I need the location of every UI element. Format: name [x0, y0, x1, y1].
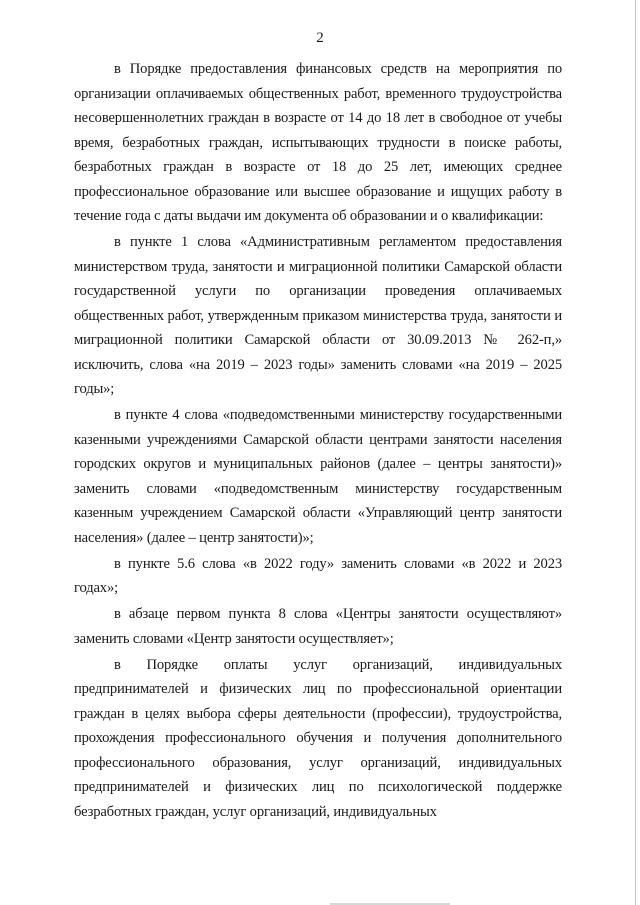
paragraph-item-8: в абзаце первом пункта 8 слова «Центры занятости осуществляют» заменить словами «Центр занятости осуществляет»; — [74, 606, 562, 647]
paragraph-item-4: в пункте 4 слова «подведомственными министерству государственными казенными учреждениями Самарской области центрами занятости населения городских округов и муниципальных районов (далее – центры занятости)» заменить словами «подведомственным министерству государственным казенным учреждением Самарской области «Управляющий центр занятости населения» (далее – центр занятости)»; — [74, 407, 562, 546]
paragraph-procedure-financing: в Порядке предоставления финансовых средств на мероприятия по организации оплачиваемых общественных работ, временного трудоустройства несовершеннолетних граждан в возрасте от 14 до 18 лет в свободное от учебы время, безработных граждан, испытывающих трудности в поиске работы, безработных граждан в возрасте от 18 до 25 лет, имеющих среднее профессиональное образование или высшее образование и ищущих работу в течение года с даты выдачи им документа об образовании и о квалификации: — [74, 61, 562, 224]
paragraph-procedure-payment: в Порядке оплаты услуг организаций, индивидуальных предпринимателей и физических лиц по профессиональной ориентации граждан в целях выбора сферы деятельности (профессии), трудоустройства, прохождения профессионального обучения и получения дополнительного профессионального образования, услуг организаций, индивидуальных предпринимателей и физических лиц по психологической поддержке безработных граждан, услуг организаций, индивидуальных — [74, 656, 562, 820]
page-number: 2 — [316, 30, 324, 46]
scan-edge-line — [635, 0, 636, 905]
paragraph-item-5-6: в пункте 5.6 слова «в 2022 году» заменить словами «в 2022 и 2023 годах»; — [74, 555, 562, 596]
paragraph-item-1: в пункте 1 слова «Административным регламентом предоставления министерством труда, занятости и миграционной политики Самарской области государственной услуги по организации проведения оплачиваемых общественных работ, утвержденным приказом министерства труда, занятости и миграционной политики Самарской области от 30.09.2013 № 262-п,» исключить, слова «на 2019 – 2023 годы» заменить словами «на 2019 – 2025 годы»; — [74, 234, 562, 397]
document-body — [74, 57, 562, 824]
